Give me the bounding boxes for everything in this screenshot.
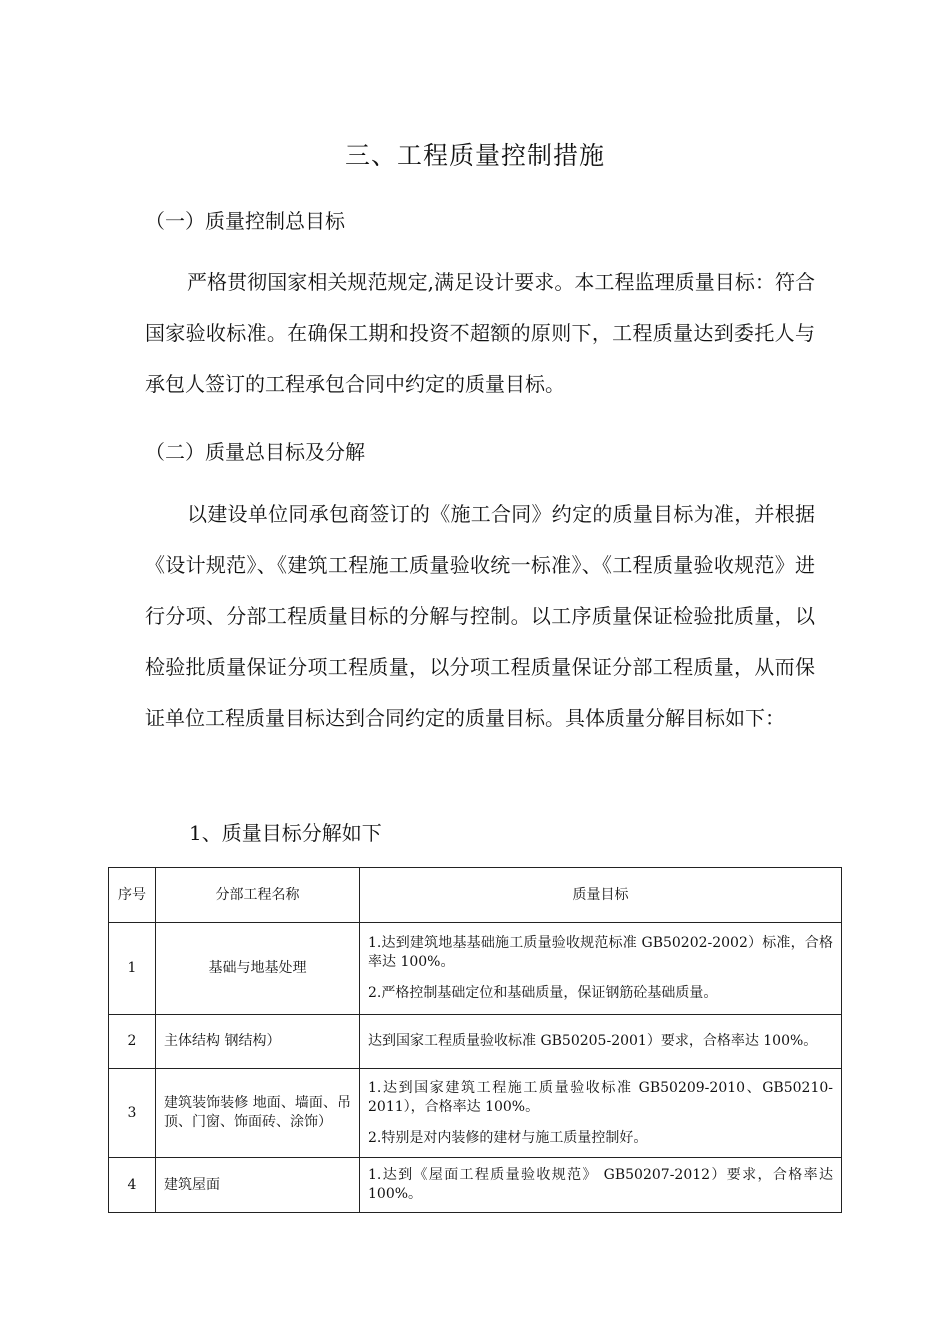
row-goal <box>360 1069 842 1158</box>
goal-line: 2.特别是对内装修的建材与施工质量控制好。 <box>368 1129 648 1146</box>
table-row <box>109 1069 842 1158</box>
section-heading-2: （二）质量总目标及分解 <box>145 440 365 464</box>
row-name: 建筑屋面 <box>156 1158 360 1213</box>
row-no: 3 <box>109 1069 156 1158</box>
goal-line: 1.达到建筑地基基础施工质量验收规范标准 GB50202-2002）标准，合格率达 100%。 <box>368 935 833 970</box>
section-heading-1: （一）质量控制总目标 <box>145 209 345 233</box>
page-title: 三、工程质量控制措施 <box>344 141 605 170</box>
row-name: 基础与地基处理 <box>156 923 360 1015</box>
section-paragraph-1: 严格贯彻国家相关规范规定,满足设计要求。本工程监理质量目标：符合国家验收标准。在确保工期和投资不超额的原则下，工程质量达到委托人与承包人签订的工程承包合同中约定的质量目标。 <box>145 270 815 396</box>
row-goal <box>360 923 842 1015</box>
row-name: 主体结构 钢结构） <box>156 1015 360 1069</box>
header-cell-goal: 质量目标 <box>360 868 842 923</box>
goal-line: 1.达到国家建筑工程施工质量验收标准 GB50209-2010、GB50210-2011），合格率达 100%。 <box>368 1079 833 1115</box>
row-goal <box>360 1015 842 1069</box>
header-cell-no: 序号 <box>109 868 156 923</box>
table-row <box>109 1015 842 1069</box>
goal-line: 达到国家工程质量验收标准 GB50205-2001）要求，合格率达 100%。 <box>368 1033 818 1049</box>
subheading: 1、质量目标分解如下 <box>189 821 382 845</box>
table-row <box>109 923 842 1015</box>
section-paragraph-2: 以建设单位同承包商签订的《施工合同》约定的质量目标为准，并根据《设计规范》、《建筑工程施工质量验收统一标准》、《工程质量验收规范》进行分项、分部工程质量目标的分解与控制。以工序质量保证检验批质量，以检验批质量保证分项工程质量，以分项工程质量保证分部工程质量，从而保证单位工程质量目标达到合同约定的质量目标。具体质量分解目标如下： <box>145 502 815 730</box>
row-no: 1 <box>109 923 156 1015</box>
header-cell-name: 分部工程名称 <box>156 868 360 923</box>
goal-line: 1.达到《屋面工程质量验收规范》 GB50207-2012）要求，合格率达 100%。 <box>368 1167 833 1202</box>
table-header-row <box>109 868 842 923</box>
row-goal <box>360 1158 842 1213</box>
quality-target-table <box>108 867 842 1213</box>
row-no: 4 <box>109 1158 156 1213</box>
table-row <box>109 1158 842 1213</box>
goal-line: 2.严格控制基础定位和基础质量，保证钢筋砼基础质量。 <box>368 985 718 1001</box>
row-name: 建筑装饰装修 地面、墙面、吊顶、门窗、饰面砖、涂饰） <box>156 1069 360 1158</box>
row-no: 2 <box>109 1015 156 1069</box>
